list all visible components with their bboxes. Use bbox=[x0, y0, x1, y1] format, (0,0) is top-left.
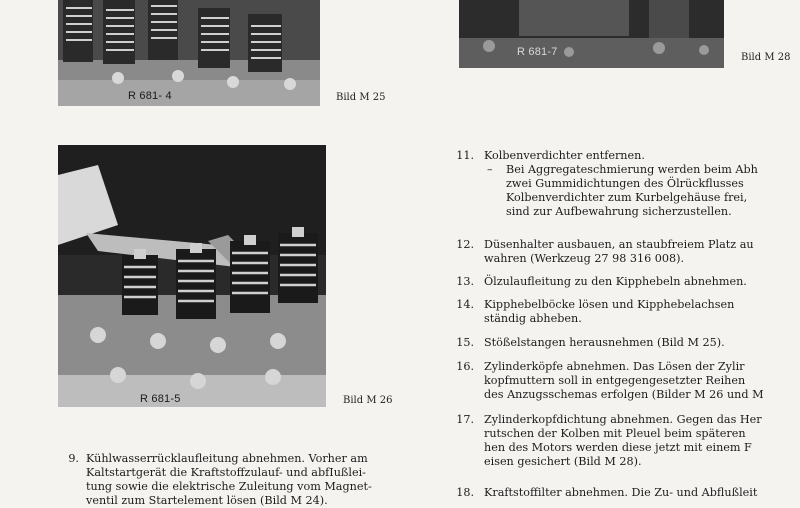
step-number: 16. bbox=[456, 360, 474, 373]
step-line: Zylinderkopfdichtung abnehmen. Gegen das Her bbox=[484, 413, 762, 426]
photo-code-m28: R 681-7 bbox=[517, 46, 558, 58]
step-line: wahren (Werkzeug 27 98 316 008). bbox=[484, 252, 685, 265]
sub-line: zwei Gummidichtungen des Ölrückflusses bbox=[506, 177, 744, 190]
sub-line: sind zur Aufbewahrung sicherzustellen. bbox=[506, 205, 732, 218]
step-9-line: Kühlwasserrücklaufleitung abnehmen. Vorher am bbox=[86, 452, 368, 465]
step-line: Kraftstoffilter abnehmen. Die Zu- und Abflußleit bbox=[484, 486, 758, 499]
caption-bild-m25: Bild M 25 bbox=[336, 92, 386, 103]
step-line: ständig abheben. bbox=[484, 312, 582, 325]
step-number: 15. bbox=[456, 336, 474, 349]
photo-code-m26: R 681-5 bbox=[140, 393, 181, 405]
step-9-line: ventil zum Startelement lösen (Bild M 24). bbox=[86, 494, 328, 507]
step-line: kopfmuttern soll in entgegengesetzter Reihen bbox=[484, 374, 746, 387]
step-line: Düsenhalter ausbauen, an staubfreiem Platz au bbox=[484, 238, 754, 251]
step-9-line: Kaltstartgerät die Kraftstoffzulauf- und abfIußlei- bbox=[86, 466, 366, 479]
step-9-line: tung sowie die elektrische Zuleitung vom Magnet- bbox=[86, 480, 372, 493]
step-line: Zylinderköpfe abnehmen. Das Lösen der Zylir bbox=[484, 360, 745, 373]
step-number: 12. bbox=[456, 238, 474, 251]
step-number: 17. bbox=[456, 413, 474, 426]
photo-bild-m25 bbox=[58, 0, 320, 106]
photo-bild-m28 bbox=[459, 0, 724, 68]
step-line: Kolbenverdichter entfernen. bbox=[484, 149, 645, 162]
step-number: 11. bbox=[456, 149, 474, 162]
step-line: rutschen der Kolben mit Pleuel beim späteren bbox=[484, 427, 746, 440]
sub-line: Bei Aggregateschmierung werden beim Abh bbox=[506, 163, 758, 176]
caption-bild-m28: Bild M 28 bbox=[741, 52, 791, 63]
step-line: Stößelstangen herausnehmen (Bild M 25). bbox=[484, 336, 725, 349]
caption-bild-m26: Bild M 26 bbox=[343, 395, 393, 406]
step-number: 14. bbox=[456, 298, 474, 311]
sub-bullet-dash: – bbox=[487, 163, 493, 176]
step-line: Kipphebelböcke lösen und Kipphebelachsen bbox=[484, 298, 735, 311]
step-line: eisen gesichert (Bild M 28). bbox=[484, 455, 642, 468]
photo-bild-m26 bbox=[58, 145, 326, 407]
sub-line: Kolbenverdichter zum Kurbelgehäuse frei, bbox=[506, 191, 748, 204]
step-line: des Anzugsschemas erfolgen (Bilder M 26 und M bbox=[484, 388, 764, 401]
photo-code-m25: R 681- 4 bbox=[128, 90, 172, 102]
step-number: 18. bbox=[456, 486, 474, 499]
step-line: hen des Motors werden diese jetzt mit einem F bbox=[484, 441, 752, 454]
step-line: Ölzulaufleitung zu den Kipphebeln abnehmen. bbox=[484, 275, 747, 288]
step-9-number: 9. bbox=[68, 452, 79, 465]
step-number: 13. bbox=[456, 275, 474, 288]
